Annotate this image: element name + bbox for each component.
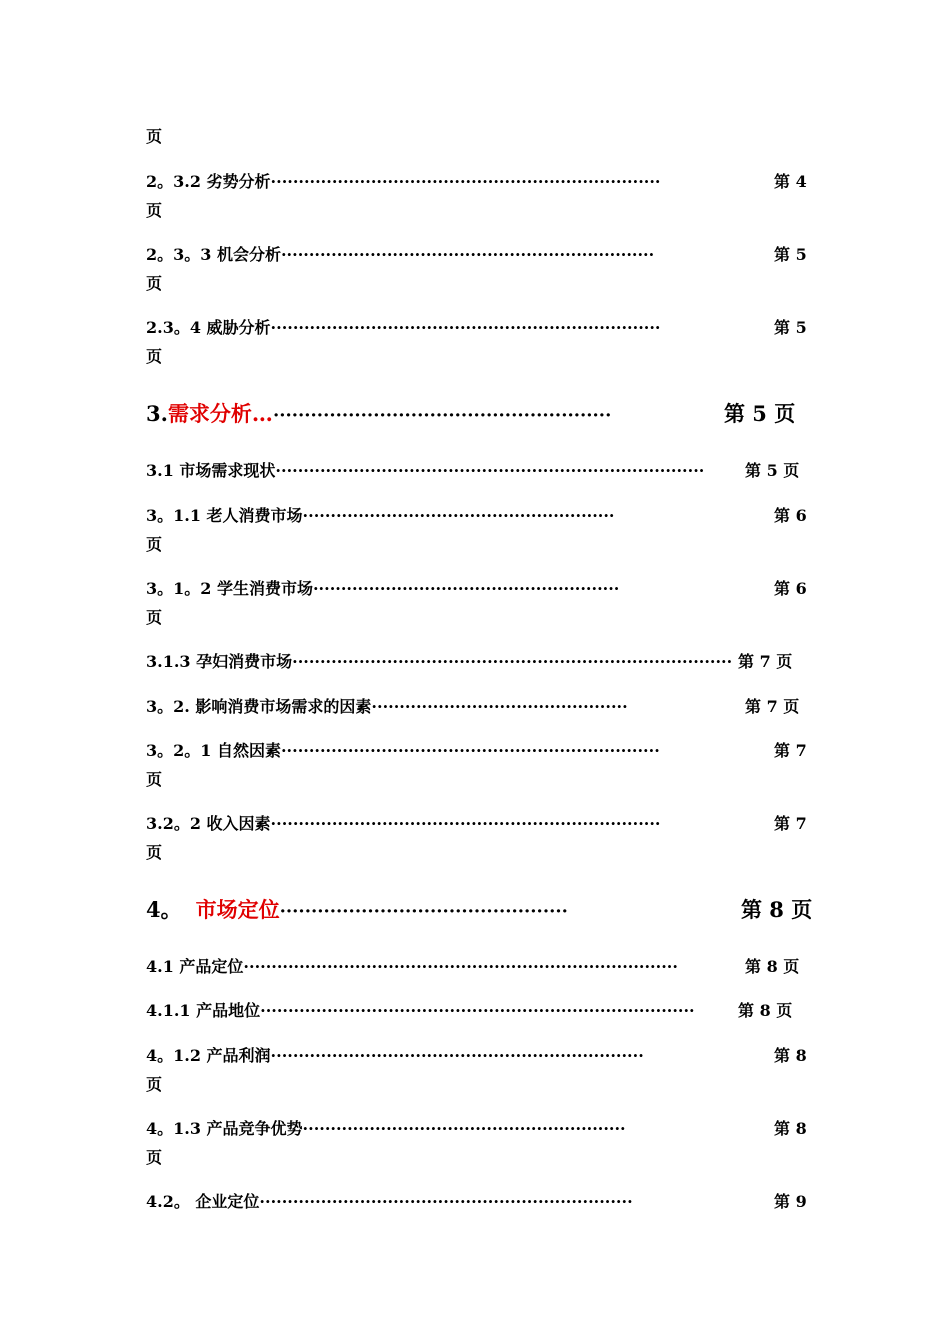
toc-continuation: 页	[146, 608, 163, 627]
toc-entry-page: 第 8	[774, 1046, 807, 1065]
toc-continuation: 页	[146, 1075, 163, 1094]
toc-leader-dots: ···································································	[270, 1046, 644, 1065]
toc-chapter-number: 3.	[146, 401, 168, 426]
toc-entry-label: 3。2。1 自然因素	[146, 741, 281, 760]
toc-entry[interactable]	[146, 814, 660, 834]
toc-leader-dots: ···································································	[259, 1192, 633, 1211]
toc-entry-page: 第 8 页	[738, 1001, 793, 1020]
toc-continuation: 页	[146, 770, 163, 789]
toc-entry-page: 第 6	[774, 579, 807, 598]
toc-continuation: 页	[146, 201, 163, 220]
toc-continuation: 页	[146, 127, 163, 146]
toc-continuation: 页	[146, 843, 163, 862]
toc-continuation: 页	[146, 274, 163, 293]
toc-entry-label: 4.1 产品定位	[146, 957, 244, 976]
toc-entry-label: 2.3。4 威胁分析	[146, 318, 271, 337]
toc-entry-page: 第 6	[774, 506, 807, 525]
toc-entry-label: 2。3。3 机会分析	[146, 245, 281, 264]
toc-leader-dots: ··············································································	[243, 957, 678, 976]
toc-leader-dots: ··············································	[371, 697, 628, 716]
toc-entry-label: 3。1。2 学生消费市场	[146, 579, 313, 598]
toc-leader-dots: ·············································································	[275, 461, 705, 480]
toc-leader-dots: ························································	[302, 506, 615, 525]
toc-leader-dots: ······································································	[270, 318, 661, 337]
toc-continuation: 页	[146, 1148, 163, 1167]
toc-entry-page: 第 7 页	[738, 652, 793, 671]
toc-entry-page: 第 5	[774, 318, 807, 337]
toc-entry[interactable]	[146, 245, 654, 265]
toc-entry-page: 第 4	[774, 172, 807, 191]
toc-leader-dots: ······················································	[272, 405, 612, 426]
toc-leader-dots: ····································································	[280, 741, 660, 760]
toc-leader-dots: ··············································	[279, 901, 568, 922]
toc-chapter-page: 第 5 页	[724, 401, 796, 426]
toc-continuation: 页	[146, 347, 163, 366]
toc-entry-label: 3。1.1 老人消费市场	[146, 506, 303, 525]
toc-leader-dots: ······································································	[270, 172, 661, 191]
toc-entry[interactable]	[146, 741, 660, 761]
toc-entry-label: 3.1.3 孕妇消费市场	[146, 652, 293, 671]
toc-chapter-entry[interactable]	[146, 897, 568, 925]
toc-entry[interactable]	[146, 1192, 633, 1212]
toc-entry-label: 2。3.2 劣势分析	[146, 172, 271, 191]
toc-leader-dots: ··············································································	[260, 1001, 695, 1020]
toc-chapter-title: 需求分析…	[167, 401, 273, 426]
toc-chapter-title: 市场定位	[195, 897, 280, 922]
toc-entry-label: 3.2。2 收入因素	[146, 814, 271, 833]
toc-entry[interactable]	[146, 1001, 695, 1021]
toc-entry[interactable]	[146, 172, 660, 192]
toc-entry[interactable]	[146, 1046, 644, 1066]
toc-entry[interactable]	[146, 652, 732, 672]
toc-entry-page: 第 9	[774, 1192, 807, 1211]
toc-entry[interactable]	[146, 697, 628, 717]
toc-entry[interactable]	[146, 579, 619, 599]
toc-entry-page: 第 7	[774, 741, 807, 760]
toc-leader-dots: ·······················································	[312, 579, 620, 598]
toc-entry-label: 3。2. 影响消费市场需求的因素	[146, 697, 372, 716]
toc-entry[interactable]	[146, 1119, 626, 1139]
toc-leader-dots: ···············································································	[292, 652, 733, 671]
toc-entry-label: 4.2。 企业定位	[146, 1192, 260, 1211]
toc-entry-page: 第 5 页	[745, 461, 800, 480]
toc-entry[interactable]	[146, 506, 614, 526]
toc-entry-label: 4.1.1 产品地位	[146, 1001, 261, 1020]
toc-entry-label: 3.1 市场需求现状	[146, 461, 276, 480]
toc-entry[interactable]	[146, 461, 704, 481]
toc-entry[interactable]	[146, 318, 660, 338]
toc-chapter-number: 4。	[146, 897, 182, 922]
toc-chapter-entry[interactable]	[146, 401, 611, 429]
toc-entry-page: 第 5	[774, 245, 807, 264]
toc-chapter-page: 第 8 页	[741, 897, 813, 922]
toc-leader-dots: ···································································	[280, 245, 655, 264]
toc-entry-label: 4。1.2 产品利润	[146, 1046, 271, 1065]
toc-leader-dots: ··························································	[302, 1119, 626, 1138]
toc-entry-page: 第 8	[774, 1119, 807, 1138]
toc-continuation: 页	[146, 535, 163, 554]
toc-entry[interactable]	[146, 957, 678, 977]
toc-entry-label: 4。1.3 产品竞争优势	[146, 1119, 303, 1138]
toc-entry-page: 第 8 页	[745, 957, 800, 976]
toc-entry-page: 第 7	[774, 814, 807, 833]
toc-leader-dots: ······································································	[270, 814, 661, 833]
toc-entry-page: 第 7 页	[745, 697, 800, 716]
